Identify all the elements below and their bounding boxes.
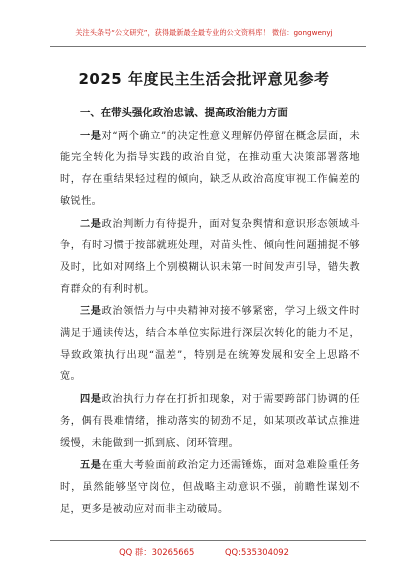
document-title: 2025 年度民主生活会批评意见参考 — [78, 70, 330, 88]
header-divider — [50, 46, 366, 47]
paragraph-text: 在重大考验面前政治定力还需锤炼，面对急难险重任务时，虽然能够坚守岗位，但战略主动意识不强，前瞻性谋划不足，更多是被动应对而非主动破局。 — [60, 460, 360, 515]
paragraph-text: 政治判断力有待提升，面对复杂舆情和意识形态领域斗争，有时习惯于按部就班处理，对苗头性、倾向性问题捕捉不够及时，比如对网络上个别模糊认识未第一时间发声引导，错失教育群众的有利时机。 — [60, 218, 360, 295]
paragraph-lead: 五是 — [80, 460, 102, 472]
footer-divider — [50, 540, 366, 541]
paragraph-5 — [60, 455, 360, 520]
footer-qq-group: QQ 群：30265665 — [119, 547, 195, 557]
paragraph-1 — [60, 126, 360, 213]
paragraph-text: 政治执行力存在打折扣现象，对于需要跨部门协调的任务，偶有畏难情绪，推动落实的韧劲不足，如某项改革试点推进缓慢，未能做到一抓到底、闭环管理。 — [60, 394, 360, 449]
footer — [0, 546, 408, 558]
paragraph-lead: 二是 — [80, 218, 102, 230]
paragraph-4 — [60, 389, 360, 454]
paragraph-lead: 三是 — [80, 306, 102, 318]
header-banner: 关注头条号“公文研究”，获得最新最全最专业的公文资料库！ 微信：gongwenyj — [75, 28, 333, 37]
paragraph-text: 政治领悟力与中央精神对接不够紧密，学习上级文件时满足于通读传达，结合本单位实际进行深层次转化的能力不足，导致政策执行出现“温差”，特别是在统筹发展和安全上思路不宽。 — [60, 306, 360, 383]
document-body — [60, 103, 360, 521]
paragraph-text: 对“两个确立”的决定性意义理解仍停留在概念层面，未能完全转化为指导实践的政治自觉，在推动重大决策部署落地时，存在重结果轻过程的倾向，缺乏从政治高度审视工作偏差的敏锐性。 — [60, 130, 360, 207]
section-heading: 一、在带头强化政治忠诚、提高政治能力方面 — [80, 107, 288, 119]
paragraph-2 — [60, 214, 360, 301]
paragraph-lead: 四是 — [80, 394, 102, 406]
paragraph-3 — [60, 301, 360, 388]
paragraph-lead: 一是 — [80, 130, 102, 142]
footer-qq: QQ:535304092 — [224, 547, 289, 557]
